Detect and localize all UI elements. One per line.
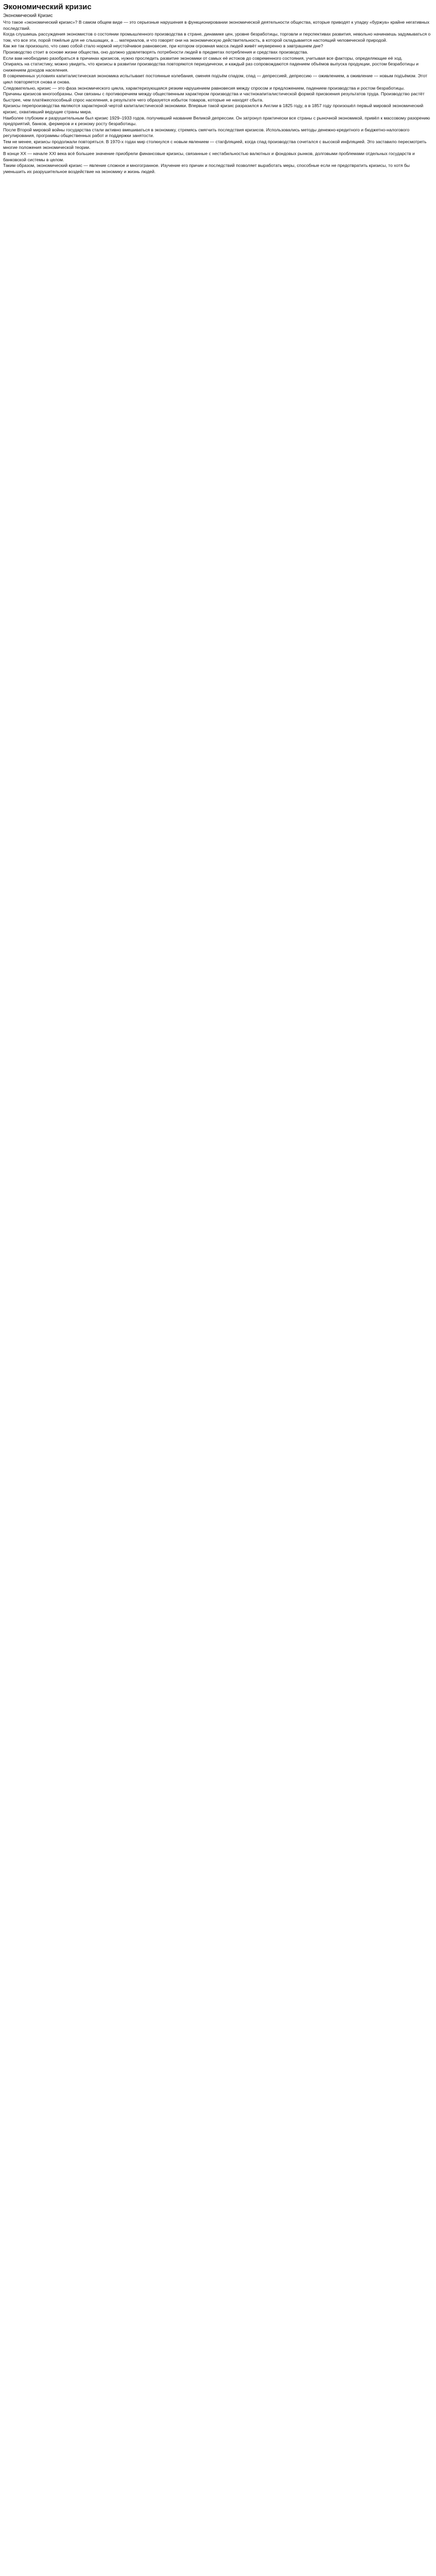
paragraph: Кризисы перепроизводства являются характерной чертой капиталистической экономики. Впервые такой кризис разразился в Англии в 1825 году, а в 1857 году произошёл первый мировой экономический кризис, охвативший ведущие страны мира. [3, 103, 424, 114]
paragraph: Когда слушаешь рассуждения экономистов о состоянии промышленного производства в стране, динамике цен, уровне безработицы, торговли и перспективах развития, невольно начинаешь задумываться о том, что все эти, порой тяжёлые для не слышащих, а ... материалов, и что говорят они на экономическую действительность, в которой складывается настоящий человеческой природой. [3, 31, 431, 43]
paragraph: В современных условиях капиталистическая экономика испытывает постоянные колебания, сменяя подъём спадом, спад — депрессией, депрессию — оживлением, а оживление — новым подъёмом. Этот цикл повторяется снова и снова. [3, 73, 428, 84]
document-title: Экономический кризис [3, 3, 92, 11]
paragraph: Опираясь на статистику, можно увидеть, что кризисы в развитии производства повторяются периодически, и каждый раз сопровождаются падением объёмов выпуска продукции, ростом безработицы и снижением доходов населения. [3, 61, 419, 73]
paragraph: Тем не менее, кризисы продолжали повторяться. В 1970-х годах мир столкнулся с новым явлением — стагфляцией, когда спад производства сочетался с высокой инфляцией. Это заставило пересмотреть многие положения экономической теории. [3, 139, 427, 150]
paragraph: Если вам необходимо разобраться в причинах кризисов, нужно проследить развитие экономики от самых её истоков до современного состояния, учитывая все факторы, определяющие её ход. [3, 55, 403, 61]
paragraph: Причины кризисов многообразны. Они связаны с противоречием между общественным характером производства и частнокапиталистической формой присвоения результатов труда. Производство растёт быстрее, чем платёжеспособный спрос населения, в результате чего образуется избыток товаров, которые не находят сбыта. [3, 91, 425, 103]
document-body [3, 20, 433, 175]
paragraph: Следовательно, кризис — это фаза экономического цикла, характеризующаяся резким нарушением равновесия между спросом и предложением, падением производства и ростом безработицы. [3, 85, 405, 91]
paragraph: Таким образом, экономический кризис — явление сложное и многогранное. Изучение его причин и последствий позволяет выработать меры, способные если не предотвратить кризисы, то хотя бы уменьшить их разрушительное воздействие на экономику и жизнь людей. [3, 163, 410, 174]
paragraph: Что такое «экономический кризис»? В самом общем виде — это серьезные нарушения в функционировании экономической деятельности общества, которые приводят к упадку «буржуа» крайне негативных последствий. [3, 20, 430, 31]
document-subtitle: Экономический Кризис [3, 13, 53, 18]
document [0, 0, 436, 175]
paragraph: Наиболее глубоким и разрушительным был кризис 1929–1933 годов, получивший название Великой депрессии. Он затронул практически все страны с рыночной экономикой, привёл к массовому разорению предприятий, банков, фермеров и к резкому росту безработицы. [3, 115, 430, 127]
paragraph: В конце XX — начале XXI века всё большее значение приобрели финансовые кризисы, связанные с нестабильностью валютных и фондовых рынков, долговыми проблемами отдельных государств и банковской системы в целом. [3, 151, 415, 162]
paragraph: Производство стоит в основе жизни общества, оно должно удовлетворять потребности людей в предметах потребления и средствах производства. [3, 49, 308, 55]
paragraph: После Второй мировой войны государства стали активно вмешиваться в экономику, стремясь смягчить последствия кризисов. Использовались методы денежно-кредитного и бюджетно-налогового регулирования, программы общественных работ и поддержки занятости. [3, 127, 410, 139]
paragraph: Как же так произошло, что само собой стало нормой неустойчивое равновесие, при котором огромная масса людей живёт неуверенно в завтрашнем дне? [3, 43, 323, 49]
